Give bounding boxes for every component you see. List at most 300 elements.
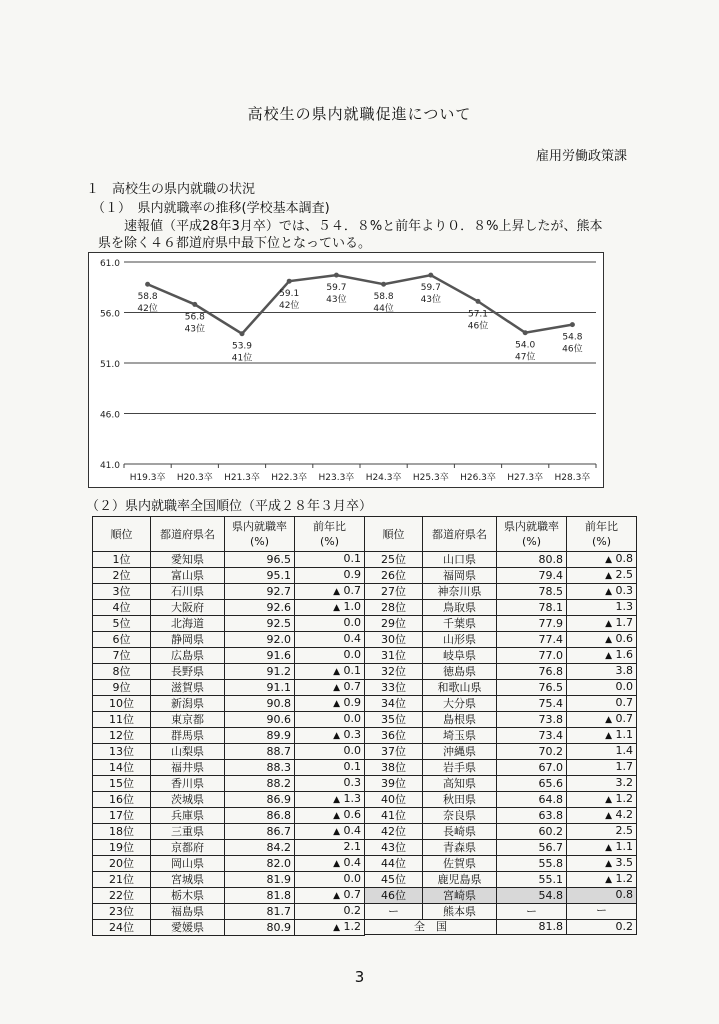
diff-value: 0.3	[615, 584, 633, 597]
rate-cell: 82.0	[225, 856, 295, 872]
diff-cell	[567, 712, 637, 728]
rank-cell: 14位	[93, 760, 151, 776]
table-row	[93, 680, 365, 696]
table-row	[93, 760, 365, 776]
table-row	[93, 744, 365, 760]
prefecture-cell: 長野県	[151, 664, 225, 680]
diff-cell	[567, 680, 637, 696]
document-title: 高校生の県内就職促進について	[247, 105, 472, 123]
table-header-row	[93, 517, 365, 552]
rate-cell: 73.8	[497, 712, 567, 728]
diff-value: 0.7	[615, 712, 633, 725]
table-row	[365, 776, 637, 792]
rate-cell: 78.5	[497, 584, 567, 600]
table-row	[365, 552, 637, 568]
rate-cell: 55.1	[497, 872, 567, 888]
diff-cell	[567, 904, 637, 920]
prefecture-cell: 兵庫県	[151, 808, 225, 824]
diff-value: ー	[596, 904, 607, 917]
rank-cell: 8位	[93, 664, 151, 680]
diff-cell	[295, 712, 365, 728]
rate-cell: 78.1	[497, 600, 567, 616]
header-prefecture: 都道府県名	[151, 517, 225, 552]
table-header-row	[365, 517, 637, 552]
rank-label: 46位	[562, 344, 583, 355]
table-row	[93, 648, 365, 664]
rate-cell: 90.6	[225, 712, 295, 728]
rate-cell: 88.2	[225, 776, 295, 792]
decrease-triangle-icon: ▲	[605, 651, 612, 661]
data-value-label: 57.1	[467, 309, 489, 320]
diff-cell	[567, 776, 637, 792]
diff-cell	[295, 840, 365, 856]
data-point	[240, 331, 245, 336]
prefecture-cell: 福井県	[151, 760, 225, 776]
rate-cell: 80.8	[497, 552, 567, 568]
diff-value: 1.2	[343, 920, 361, 933]
diff-cell	[567, 744, 637, 760]
rank-cell: 34位	[365, 696, 423, 712]
prefecture-cell: 秋田県	[423, 792, 497, 808]
y-tick-label: 56.0	[99, 309, 120, 320]
decrease-triangle-icon: ▲	[333, 811, 340, 821]
rate-cell: 90.8	[225, 696, 295, 712]
diff-cell	[567, 600, 637, 616]
header-rank: 順位	[365, 517, 423, 552]
decrease-triangle-icon: ▲	[333, 731, 340, 741]
rank-label: 46位	[467, 321, 489, 332]
rate-cell: 92.6	[225, 600, 295, 616]
section-heading-1: １ 高校生の県内就職の状況	[86, 182, 256, 197]
header-prefecture: 都道府県名	[423, 517, 497, 552]
diff-value: 0.1	[343, 552, 361, 565]
prefecture-cell: 広島県	[151, 648, 225, 664]
x-tick-label: H22.3卒	[271, 473, 308, 483]
rank-label: 43位	[184, 324, 206, 335]
diff-cell	[295, 888, 365, 904]
data-point	[428, 273, 433, 278]
rank-label: 47位	[514, 352, 536, 363]
rank-label: 42位	[137, 304, 158, 315]
table-row	[93, 552, 365, 568]
y-tick-label: 61.0	[99, 259, 120, 269]
table-row	[93, 568, 365, 584]
header-diff-line2: (%)	[319, 535, 340, 548]
rate-cell: 54.8	[497, 888, 567, 904]
prefecture-cell: 鹿児島県	[423, 872, 497, 888]
rank-cell: 44位	[365, 856, 423, 872]
prefecture-cell: 佐賀県	[423, 856, 497, 872]
rank-cell: ー	[365, 904, 423, 920]
rate-cell: 96.5	[225, 552, 295, 568]
diff-cell	[295, 904, 365, 920]
table-row	[93, 616, 365, 632]
decrease-triangle-icon: ▲	[333, 699, 340, 709]
diff-value: 3.2	[615, 776, 633, 789]
decrease-triangle-icon: ▲	[605, 731, 612, 741]
table-row	[365, 824, 637, 840]
diff-value: 0.4	[343, 632, 361, 645]
table-row	[365, 728, 637, 744]
prefecture-cell: 愛媛県	[151, 920, 225, 936]
prefecture-cell: 高知県	[423, 776, 497, 792]
prefecture-cell: 東京都	[151, 712, 225, 728]
prefecture-cell: 岡山県	[151, 856, 225, 872]
diff-cell	[567, 648, 637, 664]
rate-cell: 73.4	[497, 728, 567, 744]
data-point	[570, 322, 575, 327]
diff-value: 0.3	[343, 728, 361, 741]
rate-cell: 76.8	[497, 664, 567, 680]
diff-value: 4.2	[615, 808, 633, 821]
rank-cell: 13位	[93, 744, 151, 760]
rank-cell: 26位	[365, 568, 423, 584]
diff-cell	[567, 696, 637, 712]
data-value-label: 59.1	[279, 289, 300, 300]
diff-value: 0.3	[343, 776, 361, 789]
diff-cell	[295, 872, 365, 888]
diff-cell	[567, 552, 637, 568]
x-tick-label: H21.3卒	[224, 473, 260, 483]
diff-value: 0.0	[343, 744, 361, 757]
rate-cell: 89.9	[225, 728, 295, 744]
prefecture-cell: 大阪府	[151, 600, 225, 616]
rank-cell: 38位	[365, 760, 423, 776]
decrease-triangle-icon: ▲	[333, 923, 340, 933]
x-tick-label: H25.3卒	[412, 473, 449, 483]
rank-cell: 1位	[93, 552, 151, 568]
rate-cell: 63.8	[497, 808, 567, 824]
prefecture-cell: 静岡県	[151, 632, 225, 648]
diff-value: 1.1	[615, 728, 633, 741]
rate-cell: 64.8	[497, 792, 567, 808]
rate-cell: 92.0	[225, 632, 295, 648]
table-row	[365, 600, 637, 616]
table-row	[93, 904, 365, 920]
diff-value: 0.2	[343, 904, 361, 917]
national-label: 全 国	[365, 920, 497, 935]
header-diff-line2: (%)	[591, 535, 612, 548]
table-row	[365, 904, 637, 920]
ranking-table-right	[364, 516, 637, 935]
x-tick-label: H26.3卒	[460, 473, 496, 483]
rate-cell: 67.0	[497, 760, 567, 776]
data-point	[334, 273, 339, 278]
rate-cell: 70.2	[497, 744, 567, 760]
table-row	[93, 728, 365, 744]
diff-value: 1.1	[615, 840, 633, 853]
diff-value: 0.4	[343, 824, 361, 837]
decrease-triangle-icon: ▲	[605, 859, 612, 869]
prefecture-cell: 奈良県	[423, 808, 497, 824]
decrease-triangle-icon: ▲	[333, 587, 340, 597]
diff-cell	[567, 616, 637, 632]
rate-cell: 86.8	[225, 808, 295, 824]
diff-value: 1.2	[615, 792, 633, 805]
rate-cell: 76.5	[497, 680, 567, 696]
rate-cell: 92.7	[225, 584, 295, 600]
rank-cell: 19位	[93, 840, 151, 856]
diff-value: 0.0	[343, 712, 361, 725]
diff-value: 0.0	[343, 872, 361, 885]
table-row	[365, 712, 637, 728]
decrease-triangle-icon: ▲	[333, 667, 340, 677]
rate-cell: 75.4	[497, 696, 567, 712]
rank-cell: 7位	[93, 648, 151, 664]
data-point	[381, 282, 386, 287]
diff-value: 0.6	[343, 808, 361, 821]
prefecture-cell: 山梨県	[151, 744, 225, 760]
rate-cell: 77.9	[497, 616, 567, 632]
table-row	[365, 872, 637, 888]
table-row	[93, 584, 365, 600]
rank-label: 43位	[326, 295, 347, 306]
rank-cell: 3位	[93, 584, 151, 600]
diff-value: 3.5	[615, 856, 633, 869]
diff-value: 0.0	[343, 616, 361, 629]
diff-value: 0.1	[343, 664, 361, 677]
table-row	[93, 776, 365, 792]
rank-cell: 16位	[93, 792, 151, 808]
data-value-label: 59.7	[326, 283, 347, 294]
table-row	[365, 664, 637, 680]
rate-cell: 55.8	[497, 856, 567, 872]
prefecture-cell: 徳島県	[423, 664, 497, 680]
prefecture-cell: 福岡県	[423, 568, 497, 584]
diff-cell	[567, 568, 637, 584]
diff-value: 0.8	[615, 552, 633, 565]
diff-cell	[295, 568, 365, 584]
rank-cell: 32位	[365, 664, 423, 680]
table-row	[365, 840, 637, 856]
rank-cell: 5位	[93, 616, 151, 632]
prefecture-cell: 埼玉県	[423, 728, 497, 744]
rate-cell: 92.5	[225, 616, 295, 632]
diff-value: 0.9	[343, 696, 361, 709]
table-row	[365, 616, 637, 632]
decrease-triangle-icon: ▲	[333, 603, 340, 613]
diff-cell	[567, 632, 637, 648]
rate-cell: 91.2	[225, 664, 295, 680]
diff-cell	[295, 792, 365, 808]
diff-value: 1.4	[615, 744, 633, 757]
prefecture-cell: 群馬県	[151, 728, 225, 744]
department-name: 雇用労働政策課	[535, 149, 627, 164]
diff-cell	[567, 888, 637, 904]
table-row	[365, 856, 637, 872]
prefecture-cell: 石川県	[151, 584, 225, 600]
data-point	[523, 330, 528, 335]
data-value-label: 54.8	[562, 332, 583, 343]
header-diff	[295, 517, 365, 552]
prefecture-cell: 青森県	[423, 840, 497, 856]
data-value-label: 59.7	[420, 283, 441, 294]
diff-cell	[567, 808, 637, 824]
table-row	[93, 696, 365, 712]
rank-cell: 9位	[93, 680, 151, 696]
diff-cell	[567, 728, 637, 744]
diff-value: 0.1	[343, 760, 361, 773]
rank-cell: 18位	[93, 824, 151, 840]
prefecture-cell: 滋賀県	[151, 680, 225, 696]
rank-label: 42位	[278, 301, 300, 312]
diff-cell	[295, 680, 365, 696]
rank-label: 44位	[373, 304, 394, 315]
prefecture-cell: 沖縄県	[423, 744, 497, 760]
summary-paragraph-line-2: 県を除く４６都道府県中最下位となっている。	[98, 236, 372, 251]
data-value-label: 58.8	[373, 292, 394, 303]
decrease-triangle-icon: ▲	[333, 891, 340, 901]
diff-cell	[295, 728, 365, 744]
prefecture-cell: 茨城県	[151, 792, 225, 808]
prefecture-cell: 愛知県	[151, 552, 225, 568]
diff-value: 0.0	[615, 680, 633, 693]
table-row	[93, 632, 365, 648]
diff-cell	[295, 824, 365, 840]
table-row	[365, 680, 637, 696]
x-tick-label: H23.3卒	[318, 473, 355, 483]
x-tick-label: H24.3卒	[365, 473, 402, 483]
data-value-label: 58.8	[137, 292, 158, 303]
decrease-triangle-icon: ▲	[605, 619, 612, 629]
diff-value: 0.6	[615, 632, 633, 645]
prefecture-cell: 長崎県	[423, 824, 497, 840]
diff-value: 0.7	[343, 680, 361, 693]
diff-value: 0.8	[615, 888, 633, 901]
employment-rate-line-chart	[88, 252, 604, 488]
rank-cell: 41位	[365, 808, 423, 824]
rank-cell: 45位	[365, 872, 423, 888]
header-rate	[225, 517, 295, 552]
diff-value: 2.5	[615, 824, 633, 837]
diff-value: 1.7	[615, 616, 633, 629]
diff-cell	[295, 552, 365, 568]
rate-cell: 65.6	[497, 776, 567, 792]
rate-cell: 56.7	[497, 840, 567, 856]
rate-cell: 79.4	[497, 568, 567, 584]
diff-cell	[295, 600, 365, 616]
prefecture-cell: 三重県	[151, 824, 225, 840]
prefecture-cell: 和歌山県	[423, 680, 497, 696]
decrease-triangle-icon: ▲	[333, 827, 340, 837]
diff-value: 2.1	[343, 840, 361, 853]
data-point	[287, 279, 292, 284]
data-point	[192, 302, 197, 307]
table-row	[365, 744, 637, 760]
table-row	[93, 840, 365, 856]
table-row	[365, 760, 637, 776]
rank-cell: 25位	[365, 552, 423, 568]
rate-cell: 81.7	[225, 904, 295, 920]
data-value-label: 54.0	[515, 340, 536, 351]
diff-cell	[567, 584, 637, 600]
data-value-label: 53.9	[231, 341, 253, 352]
diff-value: 0.7	[615, 696, 633, 709]
rate-cell: 81.8	[225, 888, 295, 904]
diff-cell	[567, 824, 637, 840]
rate-cell: 88.3	[225, 760, 295, 776]
rate-cell: 84.2	[225, 840, 295, 856]
rank-cell: 28位	[365, 600, 423, 616]
rate-cell: 81.9	[225, 872, 295, 888]
rank-cell: 46位	[365, 888, 423, 904]
decrease-triangle-icon: ▲	[605, 811, 612, 821]
prefecture-cell: 神奈川県	[423, 584, 497, 600]
rank-label: 41位	[231, 353, 253, 364]
rate-cell: 77.0	[497, 648, 567, 664]
diff-value: 1.3	[343, 792, 361, 805]
rank-cell: 29位	[365, 616, 423, 632]
prefecture-cell: 福島県	[151, 904, 225, 920]
diff-cell	[295, 584, 365, 600]
rate-cell: 60.2	[497, 824, 567, 840]
rank-cell: 4位	[93, 600, 151, 616]
summary-paragraph-line-1: 速報値（平成28年3月卒）では、５４．８%と前年より０．８%上昇したが、熊本	[124, 219, 603, 234]
header-rate-line1: 県内就職率	[232, 520, 287, 533]
table-row	[365, 568, 637, 584]
rank-cell: 11位	[93, 712, 151, 728]
diff-cell	[295, 664, 365, 680]
prefecture-cell: 岩手県	[423, 760, 497, 776]
prefecture-cell: 山口県	[423, 552, 497, 568]
decrease-triangle-icon: ▲	[605, 635, 612, 645]
rank-cell: 6位	[93, 632, 151, 648]
diff-cell	[567, 664, 637, 680]
diff-value: 3.8	[615, 664, 633, 677]
rate-cell: 95.1	[225, 568, 295, 584]
rank-cell: 15位	[93, 776, 151, 792]
header-rate-line2: (%)	[249, 535, 270, 548]
table-row	[93, 824, 365, 840]
national-rate: 81.8	[497, 920, 567, 935]
decrease-triangle-icon: ▲	[605, 843, 612, 853]
diff-value: 1.3	[615, 600, 633, 613]
prefecture-cell: 千葉県	[423, 616, 497, 632]
decrease-triangle-icon: ▲	[605, 795, 612, 805]
rank-cell: 27位	[365, 584, 423, 600]
rank-cell: 33位	[365, 680, 423, 696]
ranking-table-left	[92, 516, 365, 936]
diff-cell	[295, 776, 365, 792]
rate-cell: 91.1	[225, 680, 295, 696]
diff-cell	[295, 632, 365, 648]
national-row	[365, 920, 637, 935]
diff-cell	[295, 744, 365, 760]
rank-cell: 40位	[365, 792, 423, 808]
diff-cell	[295, 760, 365, 776]
rank-cell: 23位	[93, 904, 151, 920]
decrease-triangle-icon: ▲	[605, 715, 612, 725]
decrease-triangle-icon: ▲	[605, 571, 612, 581]
national-diff: 0.2	[567, 920, 637, 935]
rate-cell: 88.7	[225, 744, 295, 760]
rank-cell: 22位	[93, 888, 151, 904]
diff-cell	[567, 792, 637, 808]
header-diff	[567, 517, 637, 552]
rank-cell: 42位	[365, 824, 423, 840]
diff-value: 0.0	[343, 648, 361, 661]
diff-cell	[295, 616, 365, 632]
diff-cell	[295, 856, 365, 872]
data-value-label: 56.8	[184, 312, 205, 323]
y-tick-label: 46.0	[99, 410, 120, 421]
prefecture-cell: 熊本県	[423, 904, 497, 920]
table-row	[93, 600, 365, 616]
rank-cell: 20位	[93, 856, 151, 872]
rank-cell: 2位	[93, 568, 151, 584]
diff-value: 1.6	[615, 648, 633, 661]
prefecture-cell: 大分県	[423, 696, 497, 712]
